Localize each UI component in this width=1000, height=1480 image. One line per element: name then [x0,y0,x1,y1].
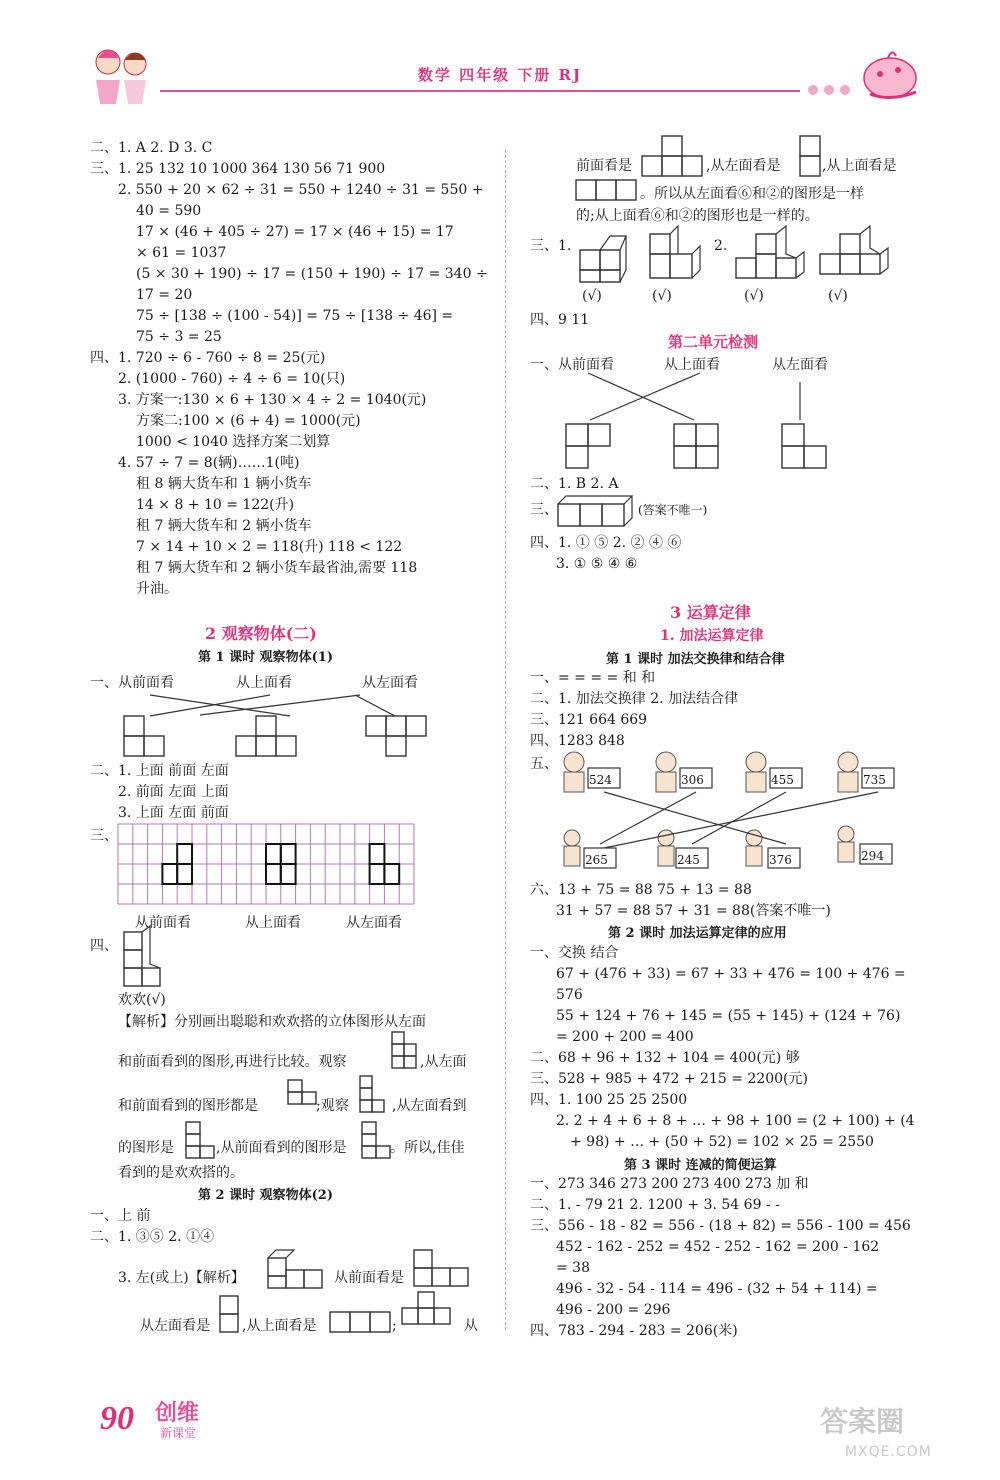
number-card: 376 [769,853,792,867]
grid-label: 从上面看 [245,915,301,931]
view-shape-front [566,424,614,472]
text-line: 4. 57 ÷ 7 = 8(辆)……1(吨) [118,455,300,471]
subsection-title: 1. 加法运算定律 [660,628,764,644]
view-shape-front [124,716,170,756]
text-line: 从 [464,1318,478,1334]
number-card: 524 [589,773,612,787]
text-line: 17 = 20 [136,287,193,303]
number-card: 735 [863,773,886,787]
lesson-title: 第 2 课时 加法运算定律的应用 [608,926,787,941]
cube-stack-figure [124,932,172,990]
analysis-line [118,1012,426,1032]
check-mark: (√) [652,288,672,304]
text-line: 从左面看是 [140,1318,210,1334]
lesson-title: 第 1 课时 观察物体(1) [198,650,333,665]
text-line: 租 8 辆大货车和 1 辆小货车 [136,476,312,492]
brand-subtitle: 新课堂 [160,1426,197,1440]
text-line: (答案不唯一) [638,503,708,517]
text-line: ,从左面看是 [706,158,781,174]
text-line: ,从上面看是 [822,158,897,174]
text-line: 从前面看是 [334,1270,404,1286]
view-label: 从左面看 [362,675,418,691]
text-line: 31 + 57 = 88 57 + 31 = 88(答案不唯一) [556,903,831,919]
view-shape-left [366,716,428,756]
text-line: 方案二:100 × (6 + 4) = 1000(元) [136,413,361,429]
view-shape [220,1296,244,1336]
text-line: + 98) + … + (50 + 52) = 102 × 25 = 2550 [570,1134,874,1150]
text-line: = 38 [556,1260,590,1276]
text-line: 一、交换 结合 [530,945,619,961]
text-line: 1000 < 1040 选择方案二划算 [136,434,331,450]
text-line: 二、1. 加法交换律 2. 加法结合律 [530,691,739,707]
number-card: 294 [861,849,884,863]
lesson-title: 第 3 课时 连减的简便运算 [624,1158,777,1173]
text-line: 。所以,佳佳 [390,1140,465,1156]
text-line: ;观察 [316,1098,349,1114]
cube-figure [392,1032,422,1072]
text-line: 2. (1000 - 760) ÷ 4 ÷ 6 = 10(只) [118,371,346,387]
text-line: 一、上 前 [90,1208,151,1224]
kids-matching-figure [556,748,906,878]
text-line: 的图形是 [118,1140,174,1156]
dot-grid [118,824,418,908]
analysis-text: 【解析】分别画出聪聪和欢欢搭的立体图形从左面 [118,1014,426,1030]
text-line: 欢欢(√) [118,992,166,1008]
text-line: × 61 = 1037 [136,245,227,261]
text-line: 3. ① ⑤ ④ ⑥ [556,556,638,572]
text-line: 55 + 124 + 76 + 145 = (55 + 145) + (124 + 76) [556,1008,901,1024]
cube-figure [360,1076,390,1116]
text-line: 三、556 - 18 - 82 = 556 - (18 + 82) = 556 - 100 = 456 [530,1218,911,1234]
grid-label: 从前面看 [135,915,191,931]
cube-figure [400,1292,464,1336]
text-line: 2. 550 + 20 × 62 ÷ 31 = 550 + 1240 ÷ 31 = 550 + [118,182,484,198]
view-icon [288,1080,318,1116]
text-line: 3. 上面 左面 前面 [118,805,229,821]
text-line: 三、 [530,502,558,518]
text-line: 四、 [90,938,118,954]
text-line: 的;从上面看⑥和②的图形也是一样的。 [576,208,819,224]
grid-label: 从左面看 [346,915,402,931]
number-card: 455 [771,773,794,787]
view-shape [642,136,708,178]
number-card: 306 [681,773,704,787]
text-line: ; [392,1318,397,1334]
text-line: 75 ÷ 3 = 25 [136,329,222,345]
check-mark: (√) [828,288,848,304]
lesson-title: 第 2 课时 观察物体(2) [198,1188,333,1203]
text-line: 升油。 [136,581,178,597]
text-line: 496 - 200 = 296 [556,1302,671,1318]
text-line: 四、1. 720 ÷ 6 - 760 ÷ 8 = 25(元) [90,350,326,366]
text-line: 看到的是欢欢搭的。 [118,1165,244,1181]
text-line: 二、1. A 2. D 3. C [90,140,213,156]
check-mark: (√) [744,288,764,304]
number-card: 265 [585,853,608,867]
view-shape [800,136,824,178]
text-line: ,从左面看到 [392,1098,467,1114]
text-line: 三、 [90,828,118,844]
column-divider [505,150,506,1330]
text-line: = 200 + 200 = 400 [556,1029,694,1045]
text-line: 2. 2 + 4 + 6 + 8 + … + 98 + 100 = (2 + 100) + (4 [556,1113,915,1129]
view-icon [186,1122,216,1158]
text-line: 五、 [530,756,558,772]
cartoon-snail-decoration [850,44,930,104]
view-label: 一、从前面看 [90,675,174,691]
text-line: 496 - 32 - 54 - 114 = 496 - (32 + 54 + 114) = [556,1281,878,1297]
text-line: 。所以从左面看⑥和②的图形是一样 [640,186,864,202]
text-line: 576 [556,987,583,1003]
text-line: 2. 前面 左面 上面 [118,784,229,800]
header-rule [160,90,800,92]
text-line: ,从左面 [420,1054,467,1070]
text-line: 六、13 + 75 = 88 75 + 13 = 88 [530,882,752,898]
text-line: 四、1283 848 [530,733,625,749]
view-shape-top [674,424,722,472]
text-line: 40 = 590 [136,203,202,219]
text-line: 四、783 - 294 - 283 = 206(米) [530,1323,738,1339]
view-label: 一、从前面看 [530,357,614,373]
text-line: 和前面看到的图形,再进行比较。观察 [118,1054,347,1070]
text-line: 四、9 11 [530,312,590,328]
text-line: 二、1. 上面 前面 左面 [90,763,229,779]
cube-figure [734,230,806,284]
text-line: 三、1. [530,238,572,254]
section-title: 第二单元检测 [668,333,759,351]
section-title: 3 运算定律 [670,603,751,622]
view-shape [330,1312,396,1336]
text-line: 二、1. ③⑤ 2. ①④ [90,1229,215,1245]
text-line: 前面看是 [576,158,632,174]
text-line: 和前面看到的图形都是 [118,1098,258,1114]
view-label: 从左面看 [772,357,828,373]
header-dots [808,80,856,99]
matching-lines [0,0,1,1]
text-line: 452 - 162 - 252 = 452 - 252 - 162 = 200 - 162 [556,1239,880,1255]
text-line: 三、528 + 985 + 472 + 215 = 2200(元) [530,1071,808,1087]
watermark-url: MXQE.COM [845,1444,932,1460]
header-title: 数学 四年级 下册 RJ [417,66,583,84]
view-shape-left [782,424,830,472]
text-line: 二、1. B 2. A [530,476,619,492]
text-line: 3. 方案一:130 × 6 + 130 × 4 ÷ 2 = 1040(元) [118,392,427,408]
text-line: 14 × 8 + 10 = 122(升) [136,497,295,513]
brand-logo: 创维 [155,1401,200,1426]
text-line: 3. 左(或上)【解析】 [118,1270,245,1286]
section-title: 2 观察物体(二) [205,624,317,643]
text-line: 一、= = = = 和 和 [530,670,656,686]
text-line: 三、121 664 669 [530,712,648,728]
text-line: 一、273 346 273 200 273 400 273 加 和 [530,1176,809,1192]
cube-figure [576,230,632,284]
view-label: 从上面看 [664,357,720,373]
text-line: 17 × (46 + 405 ÷ 27) = 17 × (46 + 15) = 17 [136,224,454,240]
view-icon [362,1122,392,1158]
view-label: 从上面看 [236,675,292,691]
cube-row-figure [556,494,636,530]
text-line: 7 × 14 + 10 × 2 = 118(升) 118 < 122 [136,539,403,555]
text-line: 四、1. 100 25 25 2500 [530,1092,688,1108]
text-line: 67 + (476 + 33) = 67 + 33 + 476 = 100 + 476 = [556,966,906,982]
view-shape-top [236,716,298,756]
view-shape [576,180,642,204]
text-line: ,从上面看是 [242,1318,317,1334]
text-line: (5 × 30 + 190) ÷ 17 = (150 + 190) ÷ 17 = 340 ÷ [136,266,488,282]
view-shape [414,1250,474,1290]
text-line: 二、1. - 79 21 2. 1200 + 3. 54 69 - - [530,1197,780,1213]
check-mark: (√) [582,288,602,304]
page-number: 90 [100,1400,134,1437]
lesson-title: 第 1 课时 加法交换律和结合律 [606,652,785,667]
watermark: 答案圈 [820,1405,905,1438]
cube-row-figure [268,1248,334,1290]
text-line: 二、68 + 96 + 132 + 104 = 400(元) 够 [530,1050,800,1066]
text-line: 租 7 辆大货车和 2 辆小货车 [136,518,312,534]
text-line: 三、1. 25 132 10 1000 364 130 56 71 900 [90,161,386,177]
text-line: 四、1. ① ⑤ 2. ② ④ ⑥ [530,535,682,551]
cube-figure [648,230,704,284]
number-card: 245 [677,853,700,867]
text-line: 2. [714,238,728,254]
text-line: ,从前面看到的图形是 [216,1140,347,1156]
text-line: 租 7 辆大货车和 2 辆小货车最省油,需要 118 [136,560,418,576]
cube-figure [818,230,890,284]
text-line: 75 ÷ [138 ÷ (100 - 54)] = 75 ÷ [138 ÷ 46] = [136,308,454,324]
